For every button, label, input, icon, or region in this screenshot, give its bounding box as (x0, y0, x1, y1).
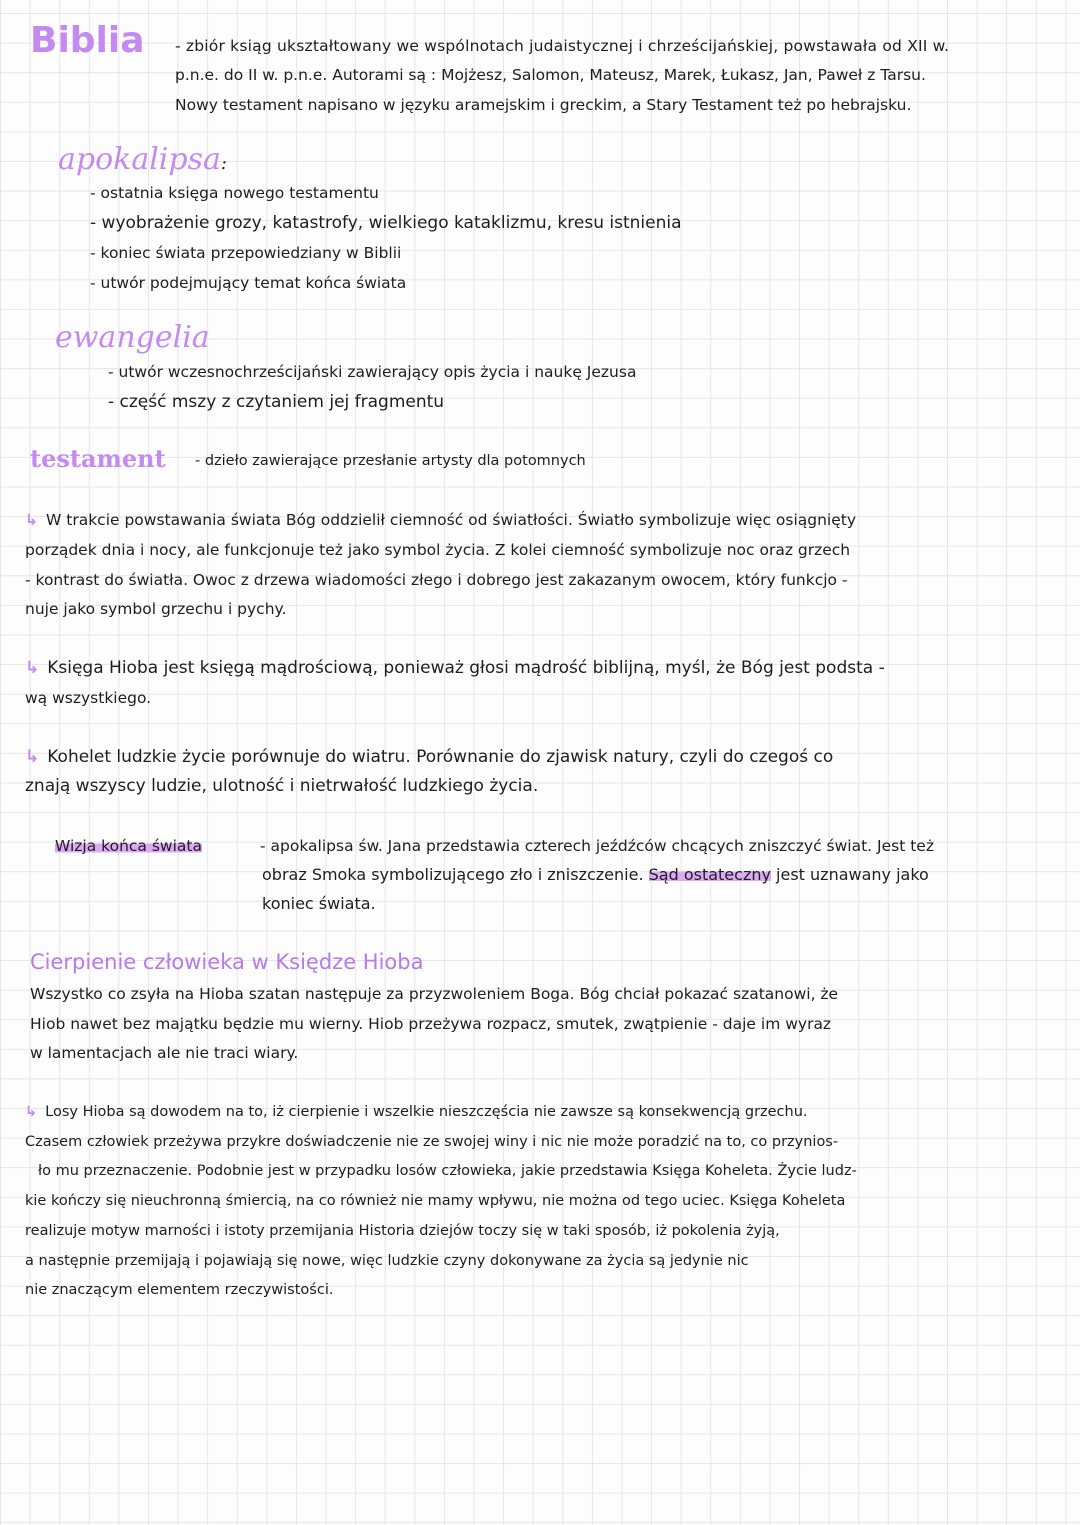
paragraph-line: a następnie przemijają i pojawiają się nowe, więc ludzkie czyny dokonywane za życia są jedynie nic (25, 1253, 749, 1269)
highlighted-term-wizja: Wizja końca świata (55, 837, 202, 855)
paragraph-line: ło mu przeznaczenie. Podobnie jest w przypadku losów człowieka, jakie przedstawia Księga Koheleta. Życie ludz- (38, 1163, 857, 1179)
paragraph-line: Czasem człowiek przeżywa przykre doświadczenie nie ze swojej winy i nic nie może poradzić na to, co przynios- (25, 1134, 839, 1150)
paragraph-line: znają wszyscy ludzie, ulotność i nietrwałość ludzkiego życia. (25, 776, 539, 796)
paragraph-line: nuje jako symbol grzechu i pychy. (25, 600, 287, 618)
biblia-line: p.n.e. do II w. p.n.e. Autorami są : Mojżesz, Salomon, Mateusz, Marek, Łukasz, Jan, Paweł z Tarsu. (175, 66, 926, 84)
heading-biblia: Biblia (30, 20, 145, 61)
list-item: - utwór wczesnochrześcijański zawierający opis życia i naukę Jezusa (108, 363, 637, 381)
heading-apokalipsa (58, 142, 227, 177)
paragraph-line (25, 510, 856, 530)
paragraph-line: realizuje motyw marności i istoty przemijania Historia dziejów toczy się w taki sposób, iż pokolenia żyją, (25, 1223, 780, 1239)
paragraph-line: Hiob nawet bez majątku będzie mu wierny. Hiob przeżywa rozpacz, smutek, zwątpienie - daje im wyraz (30, 1015, 832, 1033)
wizja-line (55, 836, 202, 856)
paragraph-line: kie kończy się nieuchronną śmiercią, na co również nie mamy wpływu, nie można od tego uciec. Księga Koheleta (25, 1193, 846, 1209)
colon: : (220, 153, 227, 174)
wizja-line: koniec świata. (262, 894, 376, 913)
text: Losy Hioba są dowodem na to, iż cierpienie i wszelkie nieszczęścia nie zawsze są konsekwencją grzechu. (45, 1104, 808, 1120)
arrow-icon: ↳ (25, 1104, 38, 1120)
paragraph-line: wą wszystkiego. (25, 689, 152, 707)
text: jest uznawany jako (776, 865, 929, 884)
wizja-line: - apokalipsa św. Jana przedstawia czterech jeźdźców chcących zniszczyć świat. Jest też (260, 837, 934, 855)
paragraph-line: w lamentacjach ale nie traci wiary. (30, 1044, 299, 1062)
highlighted-term-sad: Sąd ostateczny (648, 865, 771, 884)
heading-apokalipsa-text: apokalipsa (58, 142, 221, 177)
heading-testament: testament (30, 444, 166, 473)
paragraph-line (25, 747, 833, 767)
paragraph-line: - kontrast do światła. Owoc z drzewa wiadomości złego i dobrego jest zakazanym owocem, który funkcjo - (25, 571, 848, 589)
arrow-icon: ↳ (25, 511, 38, 529)
list-item: - ostatnia księga nowego testamentu (90, 184, 379, 202)
wizja-line (262, 865, 929, 885)
heading-ewangelia: ewangelia (55, 320, 210, 355)
list-item: - utwór podejmujący temat końca świata (90, 274, 407, 292)
paragraph-line (25, 658, 885, 678)
paragraph-line: porządek dnia i nocy, ale funkcjonuje też jako symbol życia. Z kolei ciemność symbolizuje noc oraz grzech (25, 541, 851, 559)
arrow-icon: ↳ (25, 658, 40, 678)
list-item: - wyobrażenie grozy, katastrofy, wielkiego kataklizmu, kresu istnienia (90, 213, 682, 233)
text: obraz Smoka symbolizującego zło i zniszczenie. (262, 865, 644, 884)
text: Kohelet ludzkie życie porównuje do wiatru. Porównanie do zjawisk natury, czyli do czegoś co (47, 747, 834, 767)
heading-cierpienie: Cierpienie człowieka w Księdze Hioba (30, 950, 424, 974)
text: W trakcie powstawania świata Bóg oddzielił ciemność od światłości. Światło symbolizuje więc osiągnięty (46, 511, 857, 529)
list-item: - koniec świata przepowiedziany w Biblii (90, 244, 402, 262)
biblia-line: - zbiór ksiąg ukształtowany we wspólnotach judaistycznej i chrześcijańskiej, powstawała od XII w. (175, 37, 950, 55)
paragraph-line: nie znaczącym elementem rzeczywistości. (25, 1282, 334, 1298)
paragraph-line (25, 1102, 808, 1122)
list-item: - część mszy z czytaniem jej fragmentu (108, 392, 445, 412)
paragraph-line: Wszystko co zsyła na Hioba szatan następuje za przyzwoleniem Boga. Bóg chciał pokazać szatanowi, że (30, 985, 839, 1003)
testament-definition: - dzieło zawierające przesłanie artysty dla potomnych (195, 453, 586, 469)
text: Księga Hioba jest księgą mądrościową, ponieważ głosi mądrość biblijną, myśl, że Bóg jest podsta - (47, 658, 885, 678)
arrow-icon: ↳ (25, 747, 40, 767)
biblia-line: Nowy testament napisano w języku aramejskim i greckim, a Stary Testament też po hebrajsku. (175, 96, 912, 114)
